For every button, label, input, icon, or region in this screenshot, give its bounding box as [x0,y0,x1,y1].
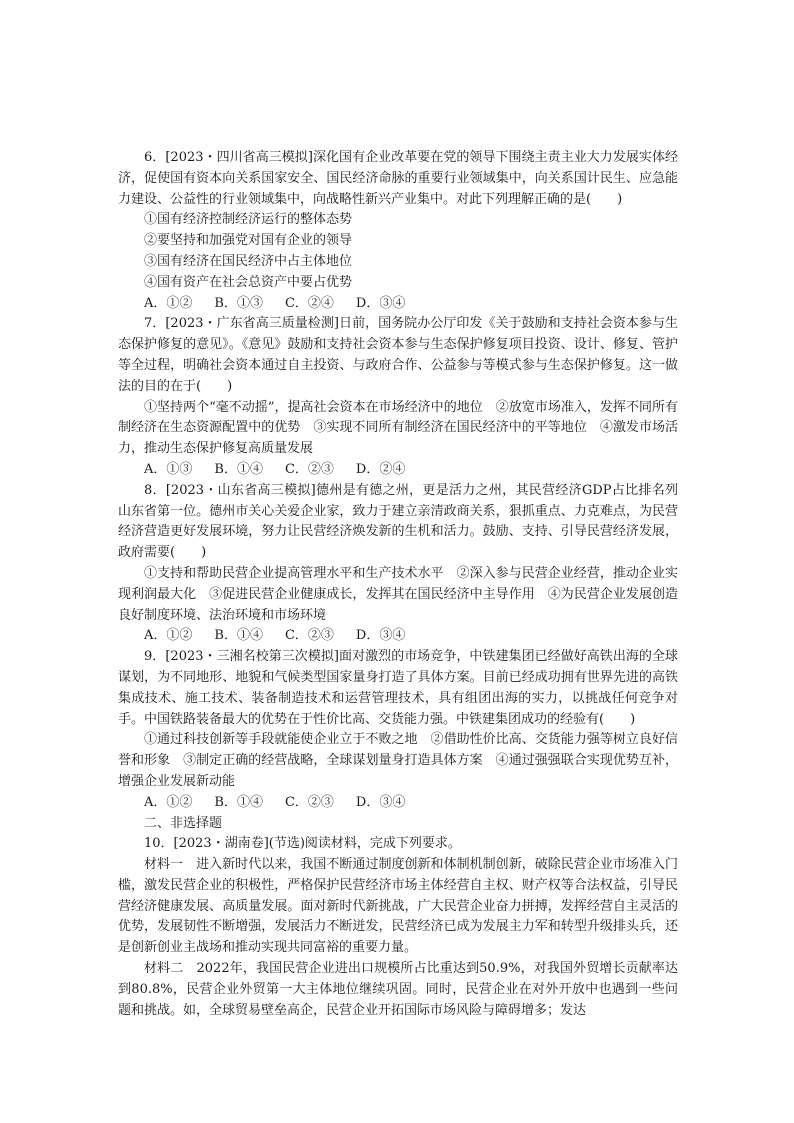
section-heading: 二、非选择题 [144,815,223,831]
document-page [118,148,678,1021]
statement-items: ①坚持两个“毫不动摇”，提高社会资本在市场经济中的地位 ②放宽市场准入，发挥不同所有制经济在生态资源配置中的优势 ③实现不同所有制经济在国民经济中的平等地位 ④激发市场活力，推动生态保护修复高质量发展 [118,399,678,457]
option-d: D．②④ [355,461,406,477]
option-d: D．③④ [355,794,406,810]
question-stem: 6．[2023・四川省高三模拟]深化国有企业改革要在党的领导下围绕主责主业大力发展实体经济，促使国有资本向关系国家安全、国民经济命脉的重要行业领域集中，向关系国计民生、应急能力建设、公益性的行业领域集中，向战略性新兴产业集中。对此下列理解正确的是( ) [118,150,678,207]
question-stem: 7．[2023・广东省高三质量检测]日前，国务院办公厅印发《关于鼓励和支持社会资本参与生态保护修复的意见》。《意见》鼓励和支持社会资本参与生态保护修复项目投资、设计、修复、管护等全过程，明确社会资本通过自主投资、与政府合作、公益参与等模式参与生态保护修复。这一做法的目的在于( ) [118,316,678,394]
answer-options [118,460,678,481]
statement-items: ①通过科技创新等手段就能使企业立于不败之地 ②借助性价比高、交货能力强等树立良好信誉和形象 ③制定正确的经营战略，全球谋划量身打造具体方案 ④通过强强联合实现优势互补，增强企业发展新动能 [118,732,678,789]
option-a: A．①③ [144,461,193,477]
option-b: B．①④ [214,461,263,477]
statement-items: ①支持和帮助民营企业提高管理水平和生产技术水平 ②深入参与民营企业经营，推动企业实现利润最大化 ③促进民营企业健康成长，发挥其在国民经济中主导作用 ④为民营企业发展创造良好制度环境、法治环境和市场环境 [118,565,678,623]
material-two: 材料二 2022年，我国民营企业进出口规模所占比重达到50.9%，对我国外贸增长贡献率达到80.8%，民营企业外贸第一大主体地位继续巩固。同时，民营企业在对外开放中也遇到一些问题和挑战。如，全球贸易壁垒高企，民营企业开拓国际市场风险与障碍增多；发达 [118,961,678,1018]
statement-item: ④国有资产在社会总资产中要占优势 [144,274,353,290]
question-6 [118,148,678,314]
statement-item: ③国有经济在国民经济中占主体地位 [144,253,353,269]
question-7 [118,314,678,480]
answer-options [118,626,678,647]
material-one: 材料一 进入新时代以来，我国不断通过制度创新和体制机制创新，破除民营企业市场准入门槛，激发民营企业的积极性，严格保护民营经济市场主体经营自主权、财产权等合法权益，引导民营经济健康发展、高质量发展。面对新时代新挑战，广大民营企业奋力拼搏，发挥经营自主灵活的优势，发展韧性不断增强，发展活力不断迸发，民营经济已成为发展主力军和转型升级排头兵，还是创新创业主战场和推动实现共同富裕的重要力量。 [118,857,678,956]
option-b: B．①④ [214,794,263,810]
question-9 [118,647,678,813]
answer-options [118,294,678,315]
question-8 [118,481,678,647]
option-a: A．①② [144,628,193,644]
option-c: C．②③ [284,794,334,810]
option-d: D．③④ [355,628,406,644]
question-stem: 8．[2023・山东省高三模拟]德州是有德之州，更是活力之州，其民营经济GDP占比排名列山东省第一位。德州市关心关爱企业家，致力于建立亲清政商关系，狠抓重点、力克难点，为民营经济营造更好发展环境，努力让民营经济焕发新的生机和活力。鼓励、支持、引导民营经济发展，政府需要( ) [118,482,678,561]
option-d: D．③④ [355,295,406,311]
statement-item: ②要坚持和加强党对国有企业的领导 [144,233,353,249]
option-a: A．①② [144,794,193,810]
question-10 [118,834,678,1021]
question-stem: 10．[2023・湖南卷](节选)阅读材料，完成下列要求。 [144,836,461,852]
option-c: C．②④ [284,295,334,311]
option-b: B．①④ [214,628,263,644]
option-c: C．②③ [284,628,334,644]
statement-item: ①国有经济控制经济运行的整体态势 [144,212,353,228]
option-c: C．②③ [284,461,334,477]
question-stem: 9．[2023・三湘名校第三次模拟]面对激烈的市场竞争，中铁建集团已经做好高铁出海的全球谋划，为不同地形、地貌和气候类型国家量身打造了具体方案。目前已经成功拥有世界先进的高铁集成技术、施工技术、装备制造技术和运营管理技术，具有组团出海的实力，以挑战任何竞争对手。中国铁路装备最大的优势在于性价比高、交货能力强。中铁建集团成功的经验有( ) [118,649,678,727]
option-b: B．①③ [214,295,263,311]
answer-options [118,793,678,814]
option-a: A．①② [144,295,193,311]
